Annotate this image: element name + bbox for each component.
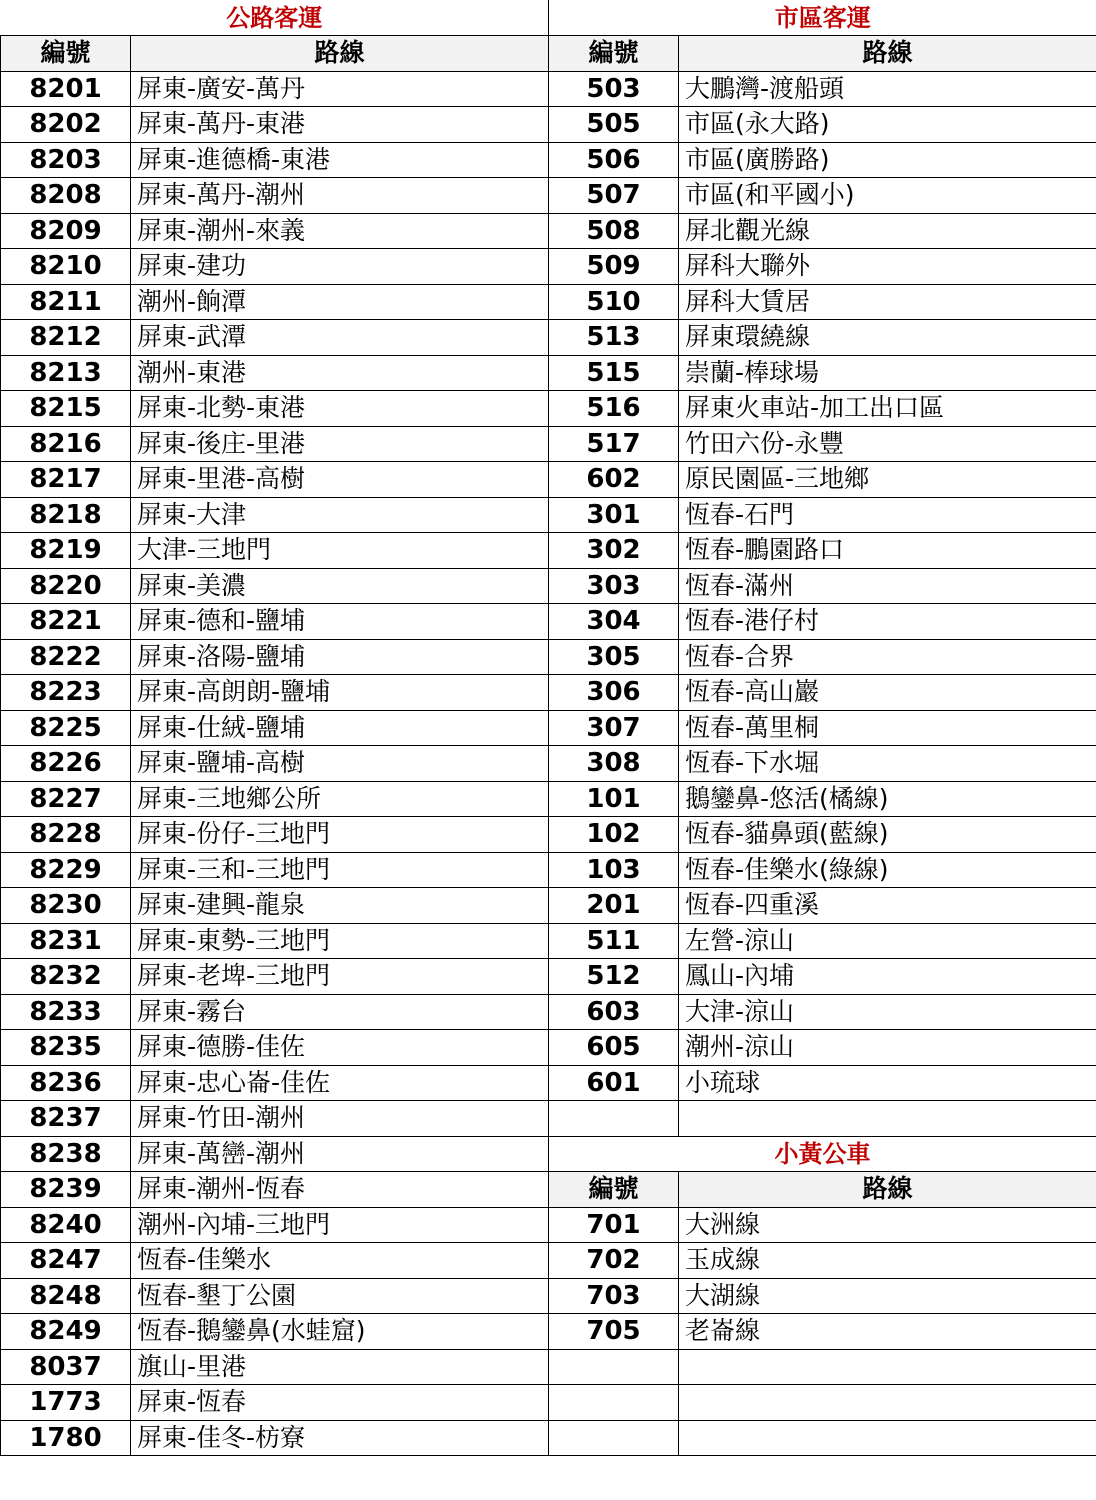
table-row: [1, 923, 1096, 959]
highway-route-number: 8231: [1, 923, 131, 959]
highway-route-number: 8037: [1, 1349, 131, 1385]
city-route-number: 507: [549, 178, 679, 214]
highway-route-name: 屏東-後庄-里港: [131, 426, 549, 462]
highway-route-number: 8203: [1, 142, 131, 178]
city-route-number: 301: [549, 497, 679, 533]
empty-cell: [679, 1101, 1096, 1137]
highway-route-name: 潮州-餉潭: [131, 284, 549, 320]
city-route-name: 大鵬灣-渡船頭: [679, 71, 1096, 107]
highway-number-header: 編號: [1, 36, 131, 72]
table-row: [1, 462, 1096, 498]
table-row: [1, 1065, 1096, 1101]
city-route-number: 304: [549, 604, 679, 640]
highway-route-number: 8221: [1, 604, 131, 640]
table-row: [1, 1207, 1096, 1243]
city-route-name: 大津-涼山: [679, 994, 1096, 1030]
city-route-name: 屏東火車站-加工出口區: [679, 391, 1096, 427]
yellow-bus-route-number: 701: [549, 1207, 679, 1243]
highway-route-name: 屏東-高朗朗-鹽埔: [131, 675, 549, 711]
highway-route-number: 8223: [1, 675, 131, 711]
city-route-name: 潮州-涼山: [679, 1030, 1096, 1066]
highway-route-name: 屏東-萬丹-潮州: [131, 178, 549, 214]
city-route-number: 517: [549, 426, 679, 462]
table-row: [1, 426, 1096, 462]
yellow-bus-route-number: 703: [549, 1278, 679, 1314]
city-route-number: 605: [549, 1030, 679, 1066]
city-route-name: 鵝鑾鼻-悠活(橘線): [679, 781, 1096, 817]
city-route-number: 516: [549, 391, 679, 427]
highway-route-number: 8201: [1, 71, 131, 107]
empty-cell: [549, 1385, 679, 1421]
highway-route-name: 屏東-萬巒-潮州: [131, 1136, 549, 1172]
highway-route-header: 路線: [131, 36, 549, 72]
highway-route-number: 8247: [1, 1243, 131, 1279]
table-row: [1, 284, 1096, 320]
table-row: [1, 675, 1096, 711]
highway-route-name: 屏東-潮州-恆春: [131, 1172, 549, 1208]
highway-route-number: 8240: [1, 1207, 131, 1243]
yellow-bus-route-number: 705: [549, 1314, 679, 1350]
table-row: [1, 1243, 1096, 1279]
highway-route-number: 8213: [1, 355, 131, 391]
highway-route-number: 8236: [1, 1065, 131, 1101]
table-row: [1, 1314, 1096, 1350]
city-route-name: 恆春-合界: [679, 639, 1096, 675]
table-row: [1, 1172, 1096, 1208]
highway-route-number: 8220: [1, 568, 131, 604]
highway-route-name: 潮州-內埔-三地門: [131, 1207, 549, 1243]
city-route-number: 503: [549, 71, 679, 107]
table-row: [1, 391, 1096, 427]
yellow-bus-route-header: 路線: [679, 1172, 1096, 1208]
table-row: [1, 994, 1096, 1030]
highway-route-name: 屏東-廣安-萬丹: [131, 71, 549, 107]
city-route-name: 左營-涼山: [679, 923, 1096, 959]
table-row: [1, 1385, 1096, 1421]
highway-route-number: 8237: [1, 1101, 131, 1137]
city-route-name: 恆春-石門: [679, 497, 1096, 533]
highway-route-number: 8239: [1, 1172, 131, 1208]
highway-route-number: 8212: [1, 320, 131, 356]
highway-route-number: 8202: [1, 107, 131, 143]
highway-route-name: 恆春-佳樂水: [131, 1243, 549, 1279]
table-row: [1, 320, 1096, 356]
city-route-name: 恆春-佳樂水(綠線): [679, 852, 1096, 888]
highway-route-number: 8208: [1, 178, 131, 214]
city-route-number: 305: [549, 639, 679, 675]
empty-cell: [549, 1101, 679, 1137]
table-row: [1, 71, 1096, 107]
highway-route-name: 屏東-仕絨-鹽埔: [131, 710, 549, 746]
highway-route-number: 8210: [1, 249, 131, 285]
highway-route-name: 屏東-佳冬-枋寮: [131, 1420, 549, 1456]
city-route-name: 原民園區-三地鄉: [679, 462, 1096, 498]
table-row: [1, 1030, 1096, 1066]
table-row: [1, 1420, 1096, 1456]
yellow-bus-route-name: 大洲線: [679, 1207, 1096, 1243]
city-route-number: 511: [549, 923, 679, 959]
highway-route-name: 恆春-墾丁公園: [131, 1278, 549, 1314]
highway-route-number: 8209: [1, 213, 131, 249]
yellow-bus-route-name: 玉成線: [679, 1243, 1096, 1279]
highway-route-number: 8211: [1, 284, 131, 320]
city-route-number: 307: [549, 710, 679, 746]
highway-route-name: 屏東-武潭: [131, 320, 549, 356]
highway-route-name: 屏東-建興-龍泉: [131, 888, 549, 924]
highway-route-number: 8249: [1, 1314, 131, 1350]
highway-route-name: 屏東-三地鄉公所: [131, 781, 549, 817]
city-route-number: 509: [549, 249, 679, 285]
header-row: [1, 36, 1096, 72]
highway-route-name: 屏東-恆春: [131, 1385, 549, 1421]
city-section-title: 市區客運: [549, 0, 1096, 36]
table-row: [1, 533, 1096, 569]
city-route-name: 鳳山-內埔: [679, 959, 1096, 995]
highway-route-name: 屏東-霧台: [131, 994, 549, 1030]
highway-route-name: 屏東-潮州-來義: [131, 213, 549, 249]
highway-route-number: 8232: [1, 959, 131, 995]
city-route-name: 崇蘭-棒球場: [679, 355, 1096, 391]
city-route-number: 510: [549, 284, 679, 320]
city-route-name: 市區(廣勝路): [679, 142, 1096, 178]
empty-cell: [679, 1349, 1096, 1385]
city-route-number: 602: [549, 462, 679, 498]
city-route-number: 101: [549, 781, 679, 817]
highway-route-number: 8222: [1, 639, 131, 675]
city-route-header: 路線: [679, 36, 1096, 72]
city-route-name: 屏北觀光線: [679, 213, 1096, 249]
highway-route-number: 8233: [1, 994, 131, 1030]
city-route-name: 恆春-四重溪: [679, 888, 1096, 924]
city-route-name: 屏東環繞線: [679, 320, 1096, 356]
table-row: [1, 107, 1096, 143]
city-route-number: 306: [549, 675, 679, 711]
city-route-name: 屏科大賃居: [679, 284, 1096, 320]
table-body: [1, 0, 1096, 1456]
city-route-name: 恆春-鵬園路口: [679, 533, 1096, 569]
highway-route-name: 屏東-鹽埔-高樹: [131, 746, 549, 782]
city-route-name: 恆春-下水堀: [679, 746, 1096, 782]
highway-route-name: 屏東-北勢-東港: [131, 391, 549, 427]
highway-route-name: 屏東-竹田-潮州: [131, 1101, 549, 1137]
highway-route-name: 潮州-東港: [131, 355, 549, 391]
table-row: [1, 497, 1096, 533]
city-route-name: 恆春-港仔村: [679, 604, 1096, 640]
city-number-header: 編號: [549, 36, 679, 72]
highway-route-number: 8229: [1, 852, 131, 888]
city-route-name: 恆春-滿州: [679, 568, 1096, 604]
highway-route-number: 8216: [1, 426, 131, 462]
city-route-name: 恆春-貓鼻頭(藍線): [679, 817, 1096, 853]
highway-route-name: 大津-三地門: [131, 533, 549, 569]
table-row: [1, 710, 1096, 746]
yellow-bus-number-header: 編號: [549, 1172, 679, 1208]
city-route-number: 506: [549, 142, 679, 178]
highway-route-name: 屏東-忠心崙-佳佐: [131, 1065, 549, 1101]
highway-route-name: 屏東-進德橋-東港: [131, 142, 549, 178]
city-route-number: 508: [549, 213, 679, 249]
highway-route-number: 8248: [1, 1278, 131, 1314]
highway-route-name: 屏東-德和-鹽埔: [131, 604, 549, 640]
highway-route-name: 屏東-萬丹-東港: [131, 107, 549, 143]
highway-route-number: 8225: [1, 710, 131, 746]
yellow-bus-section-title: 小黃公車: [549, 1136, 1096, 1172]
table-row: [1, 888, 1096, 924]
table-row: [1, 1349, 1096, 1385]
highway-section-title: 公路客運: [1, 0, 549, 36]
city-route-number: 302: [549, 533, 679, 569]
city-route-number: 103: [549, 852, 679, 888]
highway-route-number: 8215: [1, 391, 131, 427]
table-row: [1, 249, 1096, 285]
table-row: [1, 355, 1096, 391]
table-row: [1, 959, 1096, 995]
yellow-bus-route-name: 大湖線: [679, 1278, 1096, 1314]
highway-route-number: 8218: [1, 497, 131, 533]
highway-route-name: 屏東-三和-三地門: [131, 852, 549, 888]
table-row: [1, 142, 1096, 178]
city-route-number: 102: [549, 817, 679, 853]
highway-route-name: 屏東-份仔-三地門: [131, 817, 549, 853]
table-row: [1, 213, 1096, 249]
city-route-number: 512: [549, 959, 679, 995]
highway-route-number: 8228: [1, 817, 131, 853]
yellow-bus-route-number: 702: [549, 1243, 679, 1279]
table-row: [1, 1136, 1096, 1172]
highway-route-name: 屏東-里港-高樹: [131, 462, 549, 498]
highway-route-number: 8238: [1, 1136, 131, 1172]
table-row: [1, 1101, 1096, 1137]
empty-cell: [679, 1420, 1096, 1456]
highway-route-number: 1773: [1, 1385, 131, 1421]
table-row: [1, 852, 1096, 888]
highway-route-number: 1780: [1, 1420, 131, 1456]
city-route-name: 市區(永大路): [679, 107, 1096, 143]
city-route-name: 市區(和平國小): [679, 178, 1096, 214]
highway-route-number: 8217: [1, 462, 131, 498]
city-route-number: 303: [549, 568, 679, 604]
city-route-number: 201: [549, 888, 679, 924]
highway-route-name: 恆春-鵝鑾鼻(水蛙窟): [131, 1314, 549, 1350]
city-route-name: 竹田六份-永豐: [679, 426, 1096, 462]
table-row: [1, 781, 1096, 817]
city-route-number: 603: [549, 994, 679, 1030]
city-route-name: 屏科大聯外: [679, 249, 1096, 285]
city-route-number: 513: [549, 320, 679, 356]
highway-route-name: 旗山-里港: [131, 1349, 549, 1385]
highway-route-number: 8227: [1, 781, 131, 817]
highway-route-number: 8226: [1, 746, 131, 782]
empty-cell: [549, 1420, 679, 1456]
city-route-name: 小琉球: [679, 1065, 1096, 1101]
highway-route-number: 8219: [1, 533, 131, 569]
empty-cell: [549, 1349, 679, 1385]
city-route-number: 515: [549, 355, 679, 391]
table-row: [1, 639, 1096, 675]
table-row: [1, 1278, 1096, 1314]
highway-route-name: 屏東-美濃: [131, 568, 549, 604]
highway-route-name: 屏東-洛陽-鹽埔: [131, 639, 549, 675]
city-route-name: 恆春-高山巖: [679, 675, 1096, 711]
table-row: [1, 568, 1096, 604]
table-row: [1, 178, 1096, 214]
highway-route-name: 屏東-東勢-三地門: [131, 923, 549, 959]
empty-cell: [679, 1385, 1096, 1421]
city-route-number: 601: [549, 1065, 679, 1101]
city-route-number: 505: [549, 107, 679, 143]
highway-route-number: 8235: [1, 1030, 131, 1066]
title-row: [1, 0, 1096, 36]
highway-route-name: 屏東-建功: [131, 249, 549, 285]
highway-route-number: 8230: [1, 888, 131, 924]
table-row: [1, 746, 1096, 782]
highway-route-name: 屏東-德勝-佳佐: [131, 1030, 549, 1066]
table-row: [1, 817, 1096, 853]
highway-route-name: 屏東-老埤-三地門: [131, 959, 549, 995]
highway-route-name: 屏東-大津: [131, 497, 549, 533]
city-route-name: 恆春-萬里桐: [679, 710, 1096, 746]
city-route-number: 308: [549, 746, 679, 782]
yellow-bus-route-name: 老崙線: [679, 1314, 1096, 1350]
table-row: [1, 604, 1096, 640]
